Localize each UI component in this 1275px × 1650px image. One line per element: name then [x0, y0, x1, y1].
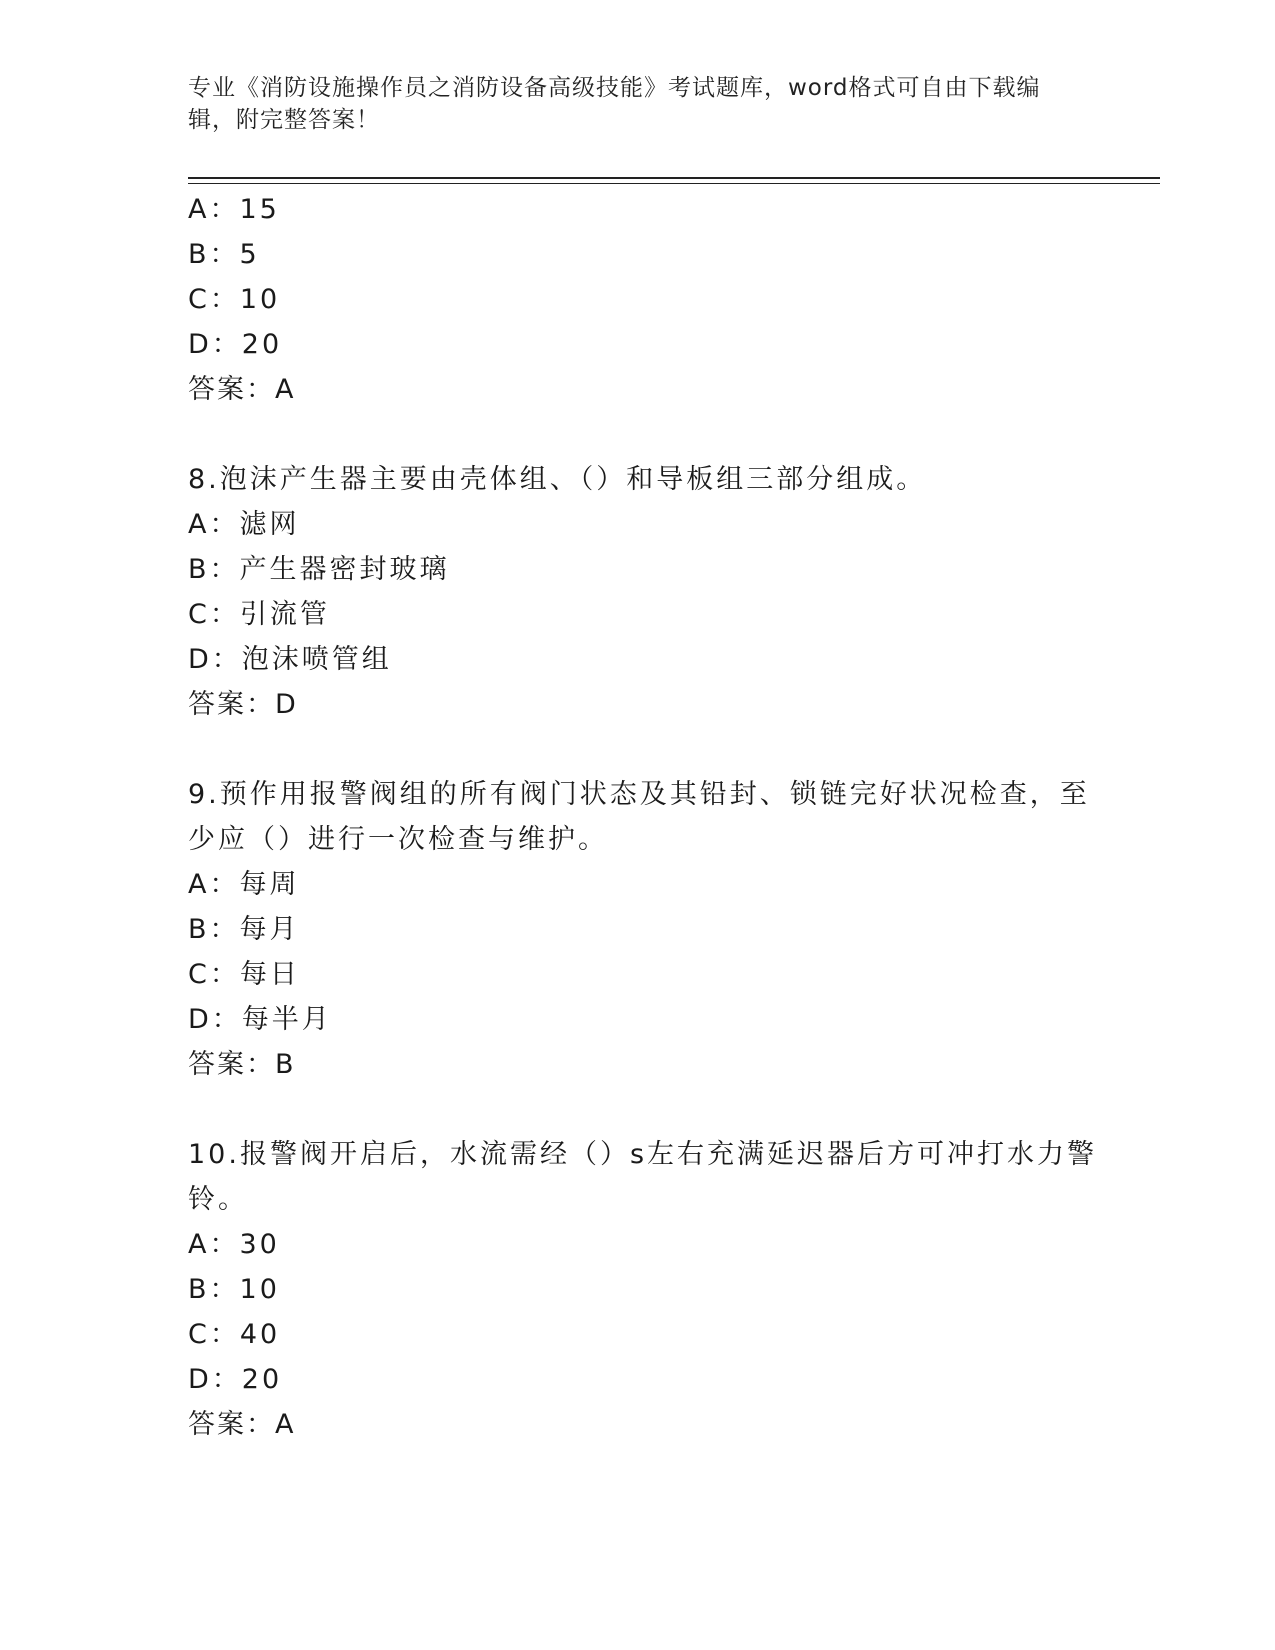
q8-question: 8.泡沫产生器主要由壳体组、（）和导板组三部分组成。: [188, 464, 927, 495]
q10-option-d: [188, 1362, 282, 1398]
q9-option-d: [188, 1002, 332, 1038]
q8-option-a: [188, 507, 299, 543]
option-letter: C：: [188, 959, 240, 990]
option-letter: A：: [188, 869, 240, 900]
option-text: 10: [239, 284, 281, 315]
q8-option-c: [188, 597, 330, 633]
answer-label: 答案：: [188, 1409, 275, 1440]
option-letter: A：: [188, 194, 240, 225]
q7-option-a: [188, 192, 280, 228]
option-text: 产生器密封玻璃: [239, 554, 450, 585]
q10-option-a: [188, 1227, 280, 1263]
option-letter: D：: [188, 1364, 242, 1395]
option-text: 20: [241, 1364, 283, 1395]
option-text: 20: [241, 329, 283, 360]
q7-answer: [188, 372, 295, 408]
q9-option-b: [188, 912, 300, 948]
document-header: [188, 72, 1068, 136]
answer-value: B: [275, 1049, 296, 1080]
option-letter: A：: [188, 1229, 240, 1260]
answer-label: 答案：: [188, 689, 275, 720]
q10-answer: [188, 1407, 295, 1443]
q7-option-c: [188, 282, 280, 318]
option-text: 40: [239, 1319, 281, 1350]
q8-option-b: [188, 552, 450, 588]
q9-question-line-1: 9.预作用报警阀组的所有阀门状态及其铅封、锁链完好状况检查，至: [188, 779, 1090, 810]
option-text: 每日: [239, 959, 300, 990]
option-text: 泡沫喷管组: [241, 644, 392, 675]
option-letter: D：: [188, 644, 242, 675]
q8-option-d: [188, 642, 392, 678]
option-letter: B：: [188, 914, 240, 945]
option-text: 10: [239, 1274, 280, 1305]
option-text: 30: [239, 1229, 280, 1260]
q7-option-d: [188, 327, 282, 363]
option-text: 每月: [239, 914, 300, 945]
answer-value: A: [275, 1409, 296, 1440]
q10-option-c: [188, 1317, 280, 1353]
q10-option-b: [188, 1272, 280, 1308]
q9-option-a: [188, 867, 299, 903]
option-letter: B：: [188, 554, 240, 585]
option-letter: A：: [188, 509, 240, 540]
answer-value: A: [275, 374, 296, 405]
q9-option-c: [188, 957, 300, 993]
option-text: 滤网: [239, 509, 300, 540]
q9-question-line-2: 少应（）进行一次检查与维护。: [188, 824, 608, 855]
option-letter: D：: [188, 1004, 242, 1035]
option-letter: D：: [188, 329, 242, 360]
q7-option-b: [188, 237, 260, 273]
answer-label: 答案：: [188, 1049, 275, 1080]
q10-question-line-2: 铃。: [188, 1184, 248, 1215]
header-divider-thick: [188, 177, 1160, 179]
option-text: 每周: [239, 869, 300, 900]
option-text: 引流管: [239, 599, 330, 630]
header-line-1: 专业《消防设施操作员之消防设备高级技能》考试题库，word格式可自由下载编: [188, 75, 1041, 101]
option-text: 15: [239, 194, 280, 225]
option-letter: C：: [188, 1319, 240, 1350]
option-text: 每半月: [241, 1004, 332, 1035]
answer-label: 答案：: [188, 374, 275, 405]
option-letter: B：: [188, 239, 240, 270]
answer-value: D: [275, 689, 298, 720]
q9-answer: [188, 1047, 296, 1083]
option-letter: C：: [188, 599, 240, 630]
header-divider-thin: [188, 183, 1160, 184]
header-line-2: 辑，附完整答案！: [188, 107, 380, 133]
option-letter: B：: [188, 1274, 240, 1305]
q8-answer: [188, 687, 298, 723]
option-text: 5: [239, 239, 260, 270]
option-letter: C：: [188, 284, 240, 315]
q10-question-line-1: 10.报警阀开启后，水流需经（）s左右充满延迟器后方可冲打水力警: [188, 1139, 1098, 1170]
